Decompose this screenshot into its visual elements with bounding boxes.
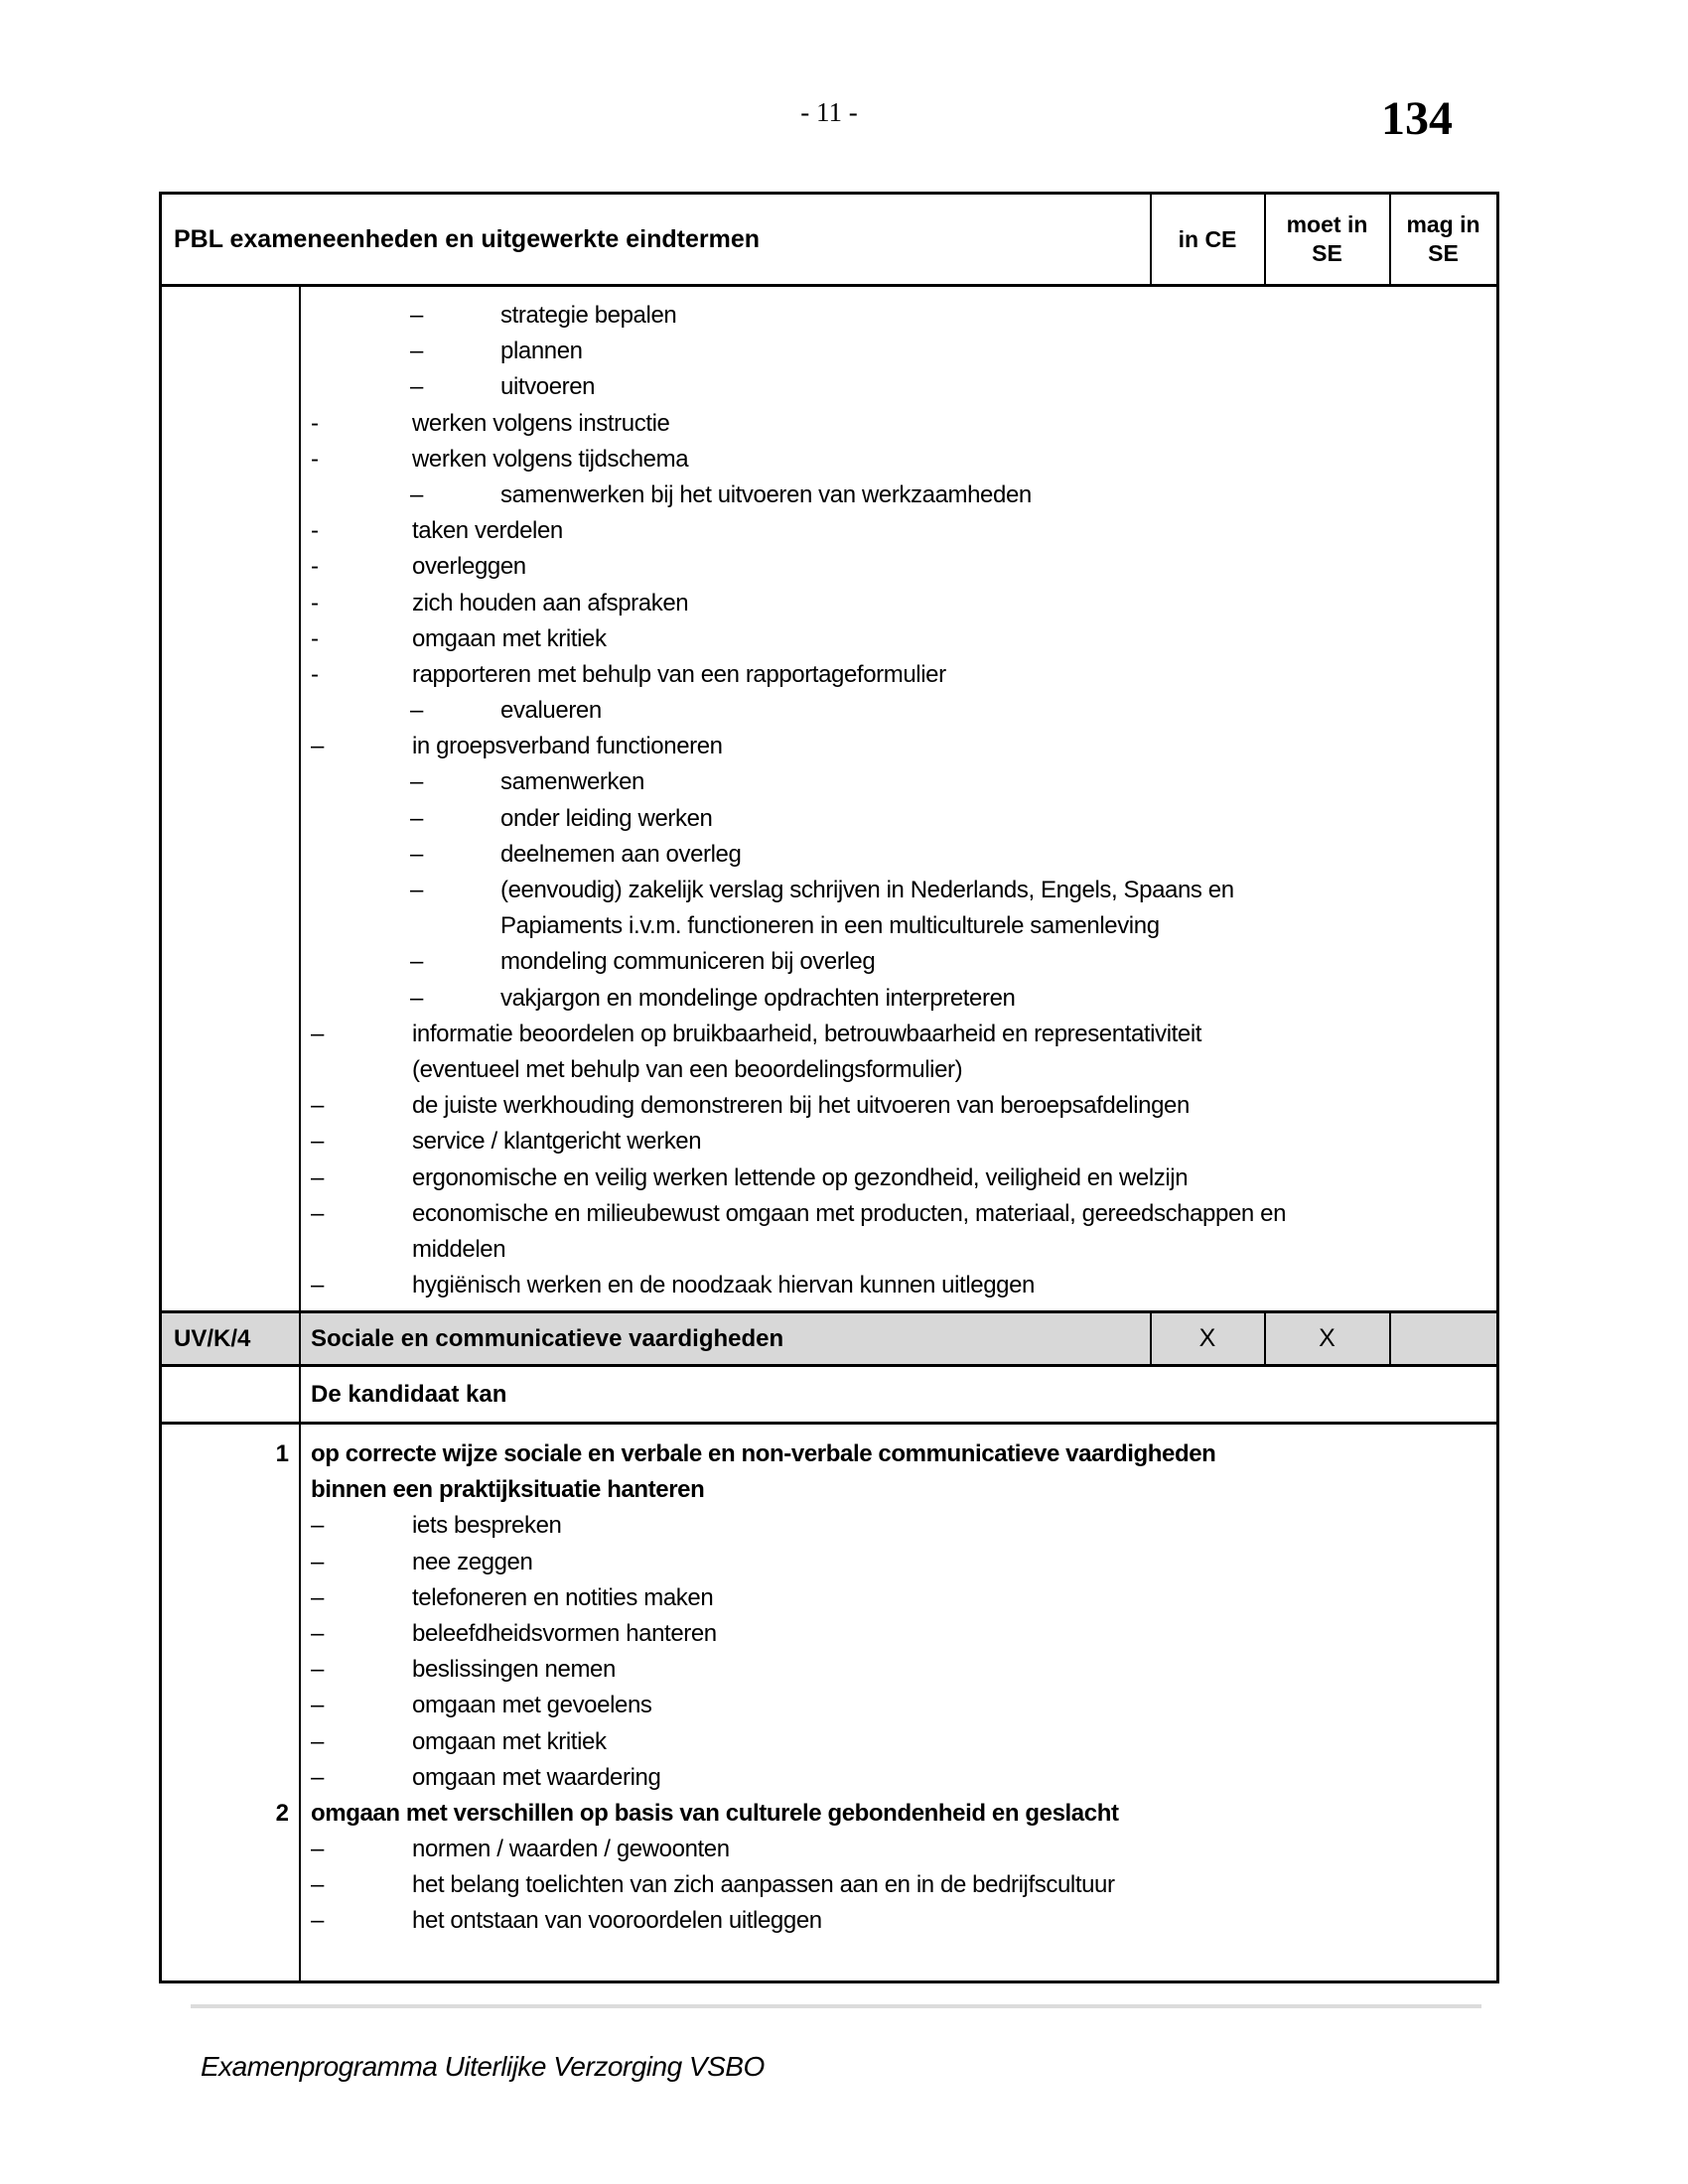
bullet-dash: – xyxy=(410,480,423,508)
list-line xyxy=(162,1616,1496,1652)
line-text: onder leiding werken xyxy=(500,804,713,832)
line-text: omgaan met kritiek xyxy=(412,624,607,652)
list-line xyxy=(162,334,1496,369)
list-line xyxy=(162,944,1496,980)
bullet-dash: - xyxy=(311,445,319,473)
list-line xyxy=(162,729,1496,764)
bullet-dash: – xyxy=(311,1163,324,1191)
list-line xyxy=(162,1472,1496,1508)
list-line xyxy=(162,621,1496,657)
column-header-in-ce: in CE xyxy=(1178,225,1237,252)
header-divider-2 xyxy=(1264,195,1266,284)
line-text: telefoneren en notities maken xyxy=(412,1583,714,1611)
bullet-dash: – xyxy=(410,840,423,868)
eindtermen-list xyxy=(162,287,1496,1303)
list-line xyxy=(162,1124,1496,1160)
list-line xyxy=(162,1052,1496,1088)
line-text: normen / waarden / gewoonten xyxy=(412,1836,730,1863)
bullet-dash: – xyxy=(311,1907,324,1935)
line-text: (eenvoudig) zakelijk verslag schrijven in Nederlands, Engels, Spaans en xyxy=(500,877,1234,903)
list-line xyxy=(162,298,1496,334)
line-text: het ontstaan van vooroordelen uitleggen xyxy=(412,1907,822,1935)
bullet-dash: – xyxy=(311,1548,324,1575)
line-text: werken volgens tijdschema xyxy=(412,445,689,473)
list-line xyxy=(162,478,1496,513)
list-line xyxy=(162,764,1496,800)
list-line xyxy=(162,1545,1496,1580)
section-row xyxy=(162,1313,1496,1364)
list-line xyxy=(162,1088,1496,1124)
list-line xyxy=(162,1796,1496,1832)
bullet-dash: – xyxy=(410,804,423,832)
bullet-dash: – xyxy=(311,1836,324,1863)
list-line xyxy=(162,1268,1496,1303)
table-header-row xyxy=(162,195,1496,284)
line-text: het belang toelichten van zich aanpassen aan en in de bedrijfscultuur xyxy=(412,1871,1115,1899)
line-text: werken volgens instructie xyxy=(412,409,670,437)
gray-divider-2 xyxy=(1264,1313,1266,1364)
list-line xyxy=(162,693,1496,729)
line-text: op correcte wijze sociale en verbale en non-verbale communicatieve vaardigheden xyxy=(311,1440,1216,1467)
list-line xyxy=(162,1688,1496,1723)
bullet-dash: - xyxy=(311,517,319,545)
list-line xyxy=(162,873,1496,908)
bullet-dash: – xyxy=(311,1619,324,1647)
line-text: taken verdelen xyxy=(412,517,563,545)
line-text: in groepsverband functioneren xyxy=(412,733,723,760)
list-line xyxy=(162,513,1496,549)
line-text: samenwerken bij het uitvoeren van werkzaamheden xyxy=(500,480,1032,508)
bullet-dash: – xyxy=(311,1871,324,1899)
column-header-mag-in-se: mag in SE xyxy=(1406,211,1480,266)
list-line xyxy=(162,549,1496,585)
section-moet-in-se-mark: X xyxy=(1319,1324,1336,1352)
line-text: Papiaments i.v.m. functioneren in een multiculturele samenleving xyxy=(500,912,1160,940)
bullet-dash: – xyxy=(410,338,423,365)
line-text: nee zeggen xyxy=(412,1548,533,1575)
bullet-dash: – xyxy=(311,1656,324,1684)
bullet-dash: – xyxy=(410,768,423,796)
bullet-dash: – xyxy=(311,1128,324,1156)
numbered-items-list xyxy=(162,1425,1496,1940)
gray-divider-3 xyxy=(1389,1313,1391,1364)
bullet-dash: - xyxy=(311,553,319,581)
line-text: service / klantgericht werken xyxy=(412,1128,702,1156)
bullet-dash: – xyxy=(410,697,423,725)
list-line xyxy=(162,406,1496,442)
first-column-divider xyxy=(299,284,301,1980)
line-text: informatie beoordelen op bruikbaarheid, betrouwbaarheid en representativiteit xyxy=(412,1020,1202,1047)
bullet-dash: – xyxy=(311,1583,324,1611)
bullet-dash: – xyxy=(311,1199,324,1227)
list-line xyxy=(162,1232,1496,1268)
eindtermen-table xyxy=(159,192,1499,1983)
list-line xyxy=(162,442,1496,478)
footer-rule xyxy=(191,2004,1481,2008)
line-text: beslissingen nemen xyxy=(412,1656,616,1684)
list-line xyxy=(162,586,1496,621)
list-line xyxy=(162,801,1496,837)
bullet-dash: – xyxy=(311,1727,324,1755)
corner-page-number: 134 xyxy=(1381,92,1453,145)
bullet-dash: - xyxy=(311,660,319,688)
line-text: zich houden aan afspraken xyxy=(412,589,689,616)
list-line xyxy=(162,1903,1496,1939)
list-line xyxy=(162,1017,1496,1052)
bullet-dash: – xyxy=(311,1692,324,1719)
line-text: de juiste werkhouding demonstreren bij het uitvoeren van beroepsafdelingen xyxy=(412,1092,1190,1120)
line-text: beleefdheidsvormen hanteren xyxy=(412,1619,717,1647)
line-text: middelen xyxy=(412,1235,506,1263)
section-in-ce-mark: X xyxy=(1198,1324,1216,1352)
line-text: evalueren xyxy=(500,697,602,725)
header-divider-1 xyxy=(1150,195,1152,284)
line-text: economische en milieubewust omgaan met producten, materiaal, gereedschappen en xyxy=(412,1199,1287,1227)
bullet-dash: – xyxy=(311,1272,324,1299)
line-text: uitvoeren xyxy=(500,373,596,401)
list-line xyxy=(162,1160,1496,1196)
footer-text: Examenprogramma Uiterlijke Verzorging VSBO xyxy=(201,2051,765,2082)
list-line xyxy=(162,1508,1496,1544)
list-line xyxy=(162,1436,1496,1472)
header-divider-3 xyxy=(1389,195,1391,284)
line-text: strategie bepalen xyxy=(500,302,677,329)
line-text: rapporteren met behulp van een rapportageformulier xyxy=(412,660,946,688)
bullet-dash: – xyxy=(311,1092,324,1120)
line-text: omgaan met verschillen op basis van culturele gebondenheid en geslacht xyxy=(311,1799,1119,1827)
line-text: deelnemen aan overleg xyxy=(500,840,742,868)
list-line xyxy=(162,1580,1496,1616)
column-header-moet-in-se: moet in SE xyxy=(1286,211,1368,266)
list-line xyxy=(162,1652,1496,1688)
line-text: hygiënisch werken en de noodzaak hiervan kunnen uitleggen xyxy=(412,1272,1035,1299)
line-text: (eventueel met behulp van een beoordelingsformulier) xyxy=(412,1055,963,1083)
list-line xyxy=(162,981,1496,1017)
list-line xyxy=(162,837,1496,873)
item-number: 1 xyxy=(275,1440,289,1467)
line-text: omgaan met waardering xyxy=(412,1763,661,1791)
bullet-dash: – xyxy=(311,1512,324,1540)
line-text: vakjargon en mondelinge opdrachten interpreteren xyxy=(500,984,1016,1012)
line-text: overleggen xyxy=(412,553,526,581)
bullet-dash: – xyxy=(311,1020,324,1047)
section-code: UV/K/4 xyxy=(174,1325,251,1352)
table-title: PBL exameneenheden en uitgewerkte eindtermen xyxy=(174,224,761,253)
line-text: iets bespreken xyxy=(412,1512,562,1540)
bullet-dash: – xyxy=(410,877,423,903)
kandidaat-row-text: De kandidaat kan xyxy=(311,1381,507,1408)
bullet-dash: – xyxy=(410,948,423,976)
bullet-dash: - xyxy=(311,589,319,616)
list-line xyxy=(162,1760,1496,1796)
bullet-dash: - xyxy=(311,624,319,652)
list-line xyxy=(162,1832,1496,1867)
bullet-dash: – xyxy=(410,302,423,329)
bullet-dash: – xyxy=(410,984,423,1012)
bullet-dash: – xyxy=(311,733,324,760)
list-line xyxy=(162,1867,1496,1903)
page-number: - 11 - xyxy=(800,97,858,127)
list-line xyxy=(162,657,1496,693)
bullet-dash: – xyxy=(311,1763,324,1791)
item-number: 2 xyxy=(275,1799,289,1827)
gray-divider-1 xyxy=(1150,1313,1152,1364)
list-line xyxy=(162,1196,1496,1232)
line-text: samenwerken xyxy=(500,768,645,796)
line-text: mondeling communiceren bij overleg xyxy=(500,948,876,976)
list-line xyxy=(162,369,1496,405)
line-text: ergonomische en veilig werken lettende op gezondheid, veiligheid en welzijn xyxy=(412,1163,1189,1191)
line-text: omgaan met kritiek xyxy=(412,1727,607,1755)
bullet-dash: – xyxy=(410,373,423,401)
line-text: binnen een praktijksituatie hanteren xyxy=(311,1476,705,1504)
list-line xyxy=(162,1724,1496,1760)
section-title: Sociale en communicatieve vaardigheden xyxy=(311,1325,784,1352)
bullet-dash: - xyxy=(311,409,319,437)
list-line xyxy=(162,908,1496,944)
line-text: omgaan met gevoelens xyxy=(412,1692,652,1719)
line-text: plannen xyxy=(500,338,583,365)
